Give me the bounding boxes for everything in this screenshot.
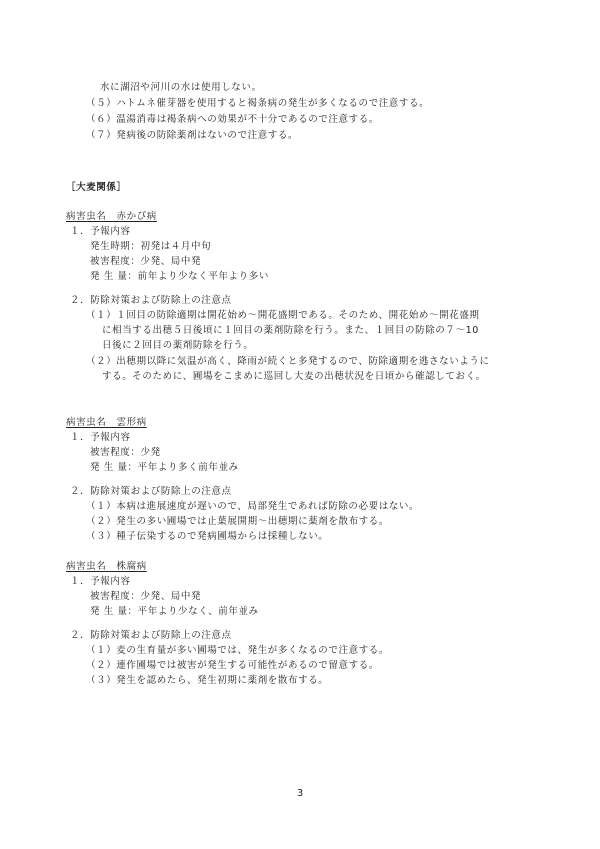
section-heading: ［大麦関係］	[66, 182, 127, 193]
control-line: （２）連作圃場では被害が発生する可能性があるので留意する。	[86, 660, 379, 671]
control-line: に相当する出穂５日後頃に１回目の薬剤防除を行う。また、１回目の防除の７～10	[102, 325, 479, 336]
forecast-heading: １．予報内容	[70, 432, 131, 443]
disease-title: 病害虫名 赤かび病	[66, 211, 157, 222]
top-item-7: （７）発病後の防除薬剤はないので注意する。	[86, 130, 299, 141]
forecast-line: 発 生 量：平年より多く前年並み	[90, 462, 239, 473]
control-heading: ２．防除対策および防除上の注意点	[70, 295, 232, 306]
control-line: （３）種子伝染するので発病圃場からは採種しない。	[86, 531, 329, 542]
forecast-line: 発生時期：初発は４月中旬	[90, 241, 212, 252]
top-item-continuation: 水に湖沼や河川の水は使用しない。	[100, 82, 262, 93]
page-number: 3	[296, 788, 304, 799]
disease-title: 病害虫名 雲形病	[66, 417, 147, 428]
control-line: （２）発生の多い圃場では止葉展開期～出穂期に薬剤を散布する。	[86, 516, 390, 527]
forecast-heading: １．予報内容	[70, 226, 131, 237]
forecast-line: 発 生 量：前年より少なく平年より多い	[90, 271, 269, 282]
control-line: （１）麦の生育量が多い圃場では、発生が多くなるので注意する。	[86, 645, 390, 656]
control-line: （２）出穂期以降に気温が高く、降雨が続くと多発するので、防除適期を逃さないように	[86, 356, 490, 367]
top-item-6: （６）温湯消毒は褐条病への効果が不十分であるので注意する。	[86, 114, 379, 125]
top-item-5: （５）ハトムネ催芽器を使用すると褐条病の発生が多くなるので注意する。	[86, 98, 430, 109]
control-line: （３）発生を認めたら、発生初期に薬剤を散布する。	[86, 675, 329, 686]
control-line: （１）本病は進展速度が遅いので、局部発生であれば防除の必要はない。	[86, 501, 420, 512]
control-heading: ２．防除対策および防除上の注意点	[70, 486, 232, 497]
control-line: （１）１回目の防除適期は開花始め～開花盛期である。そのため、開花始め～開花盛期	[86, 310, 480, 321]
forecast-line: 発 生 量：平年より少なく、前年並み	[90, 606, 259, 617]
disease-title: 病害虫名 株腐病	[66, 561, 147, 572]
forecast-line: 被害程度：少発、局中発	[90, 256, 202, 267]
forecast-line: 被害程度：少発、局中発	[90, 591, 202, 602]
forecast-heading: １．予報内容	[70, 576, 131, 587]
control-heading: ２．防除対策および防除上の注意点	[70, 630, 232, 641]
control-line: する。そのために、圃場をこまめに巡回し大麦の出穂状況を日頃から確認しておく。	[102, 371, 486, 382]
control-line: 日後に２回目の薬剤防除を行う。	[102, 340, 254, 351]
forecast-line: 被害程度：少発	[90, 447, 161, 458]
